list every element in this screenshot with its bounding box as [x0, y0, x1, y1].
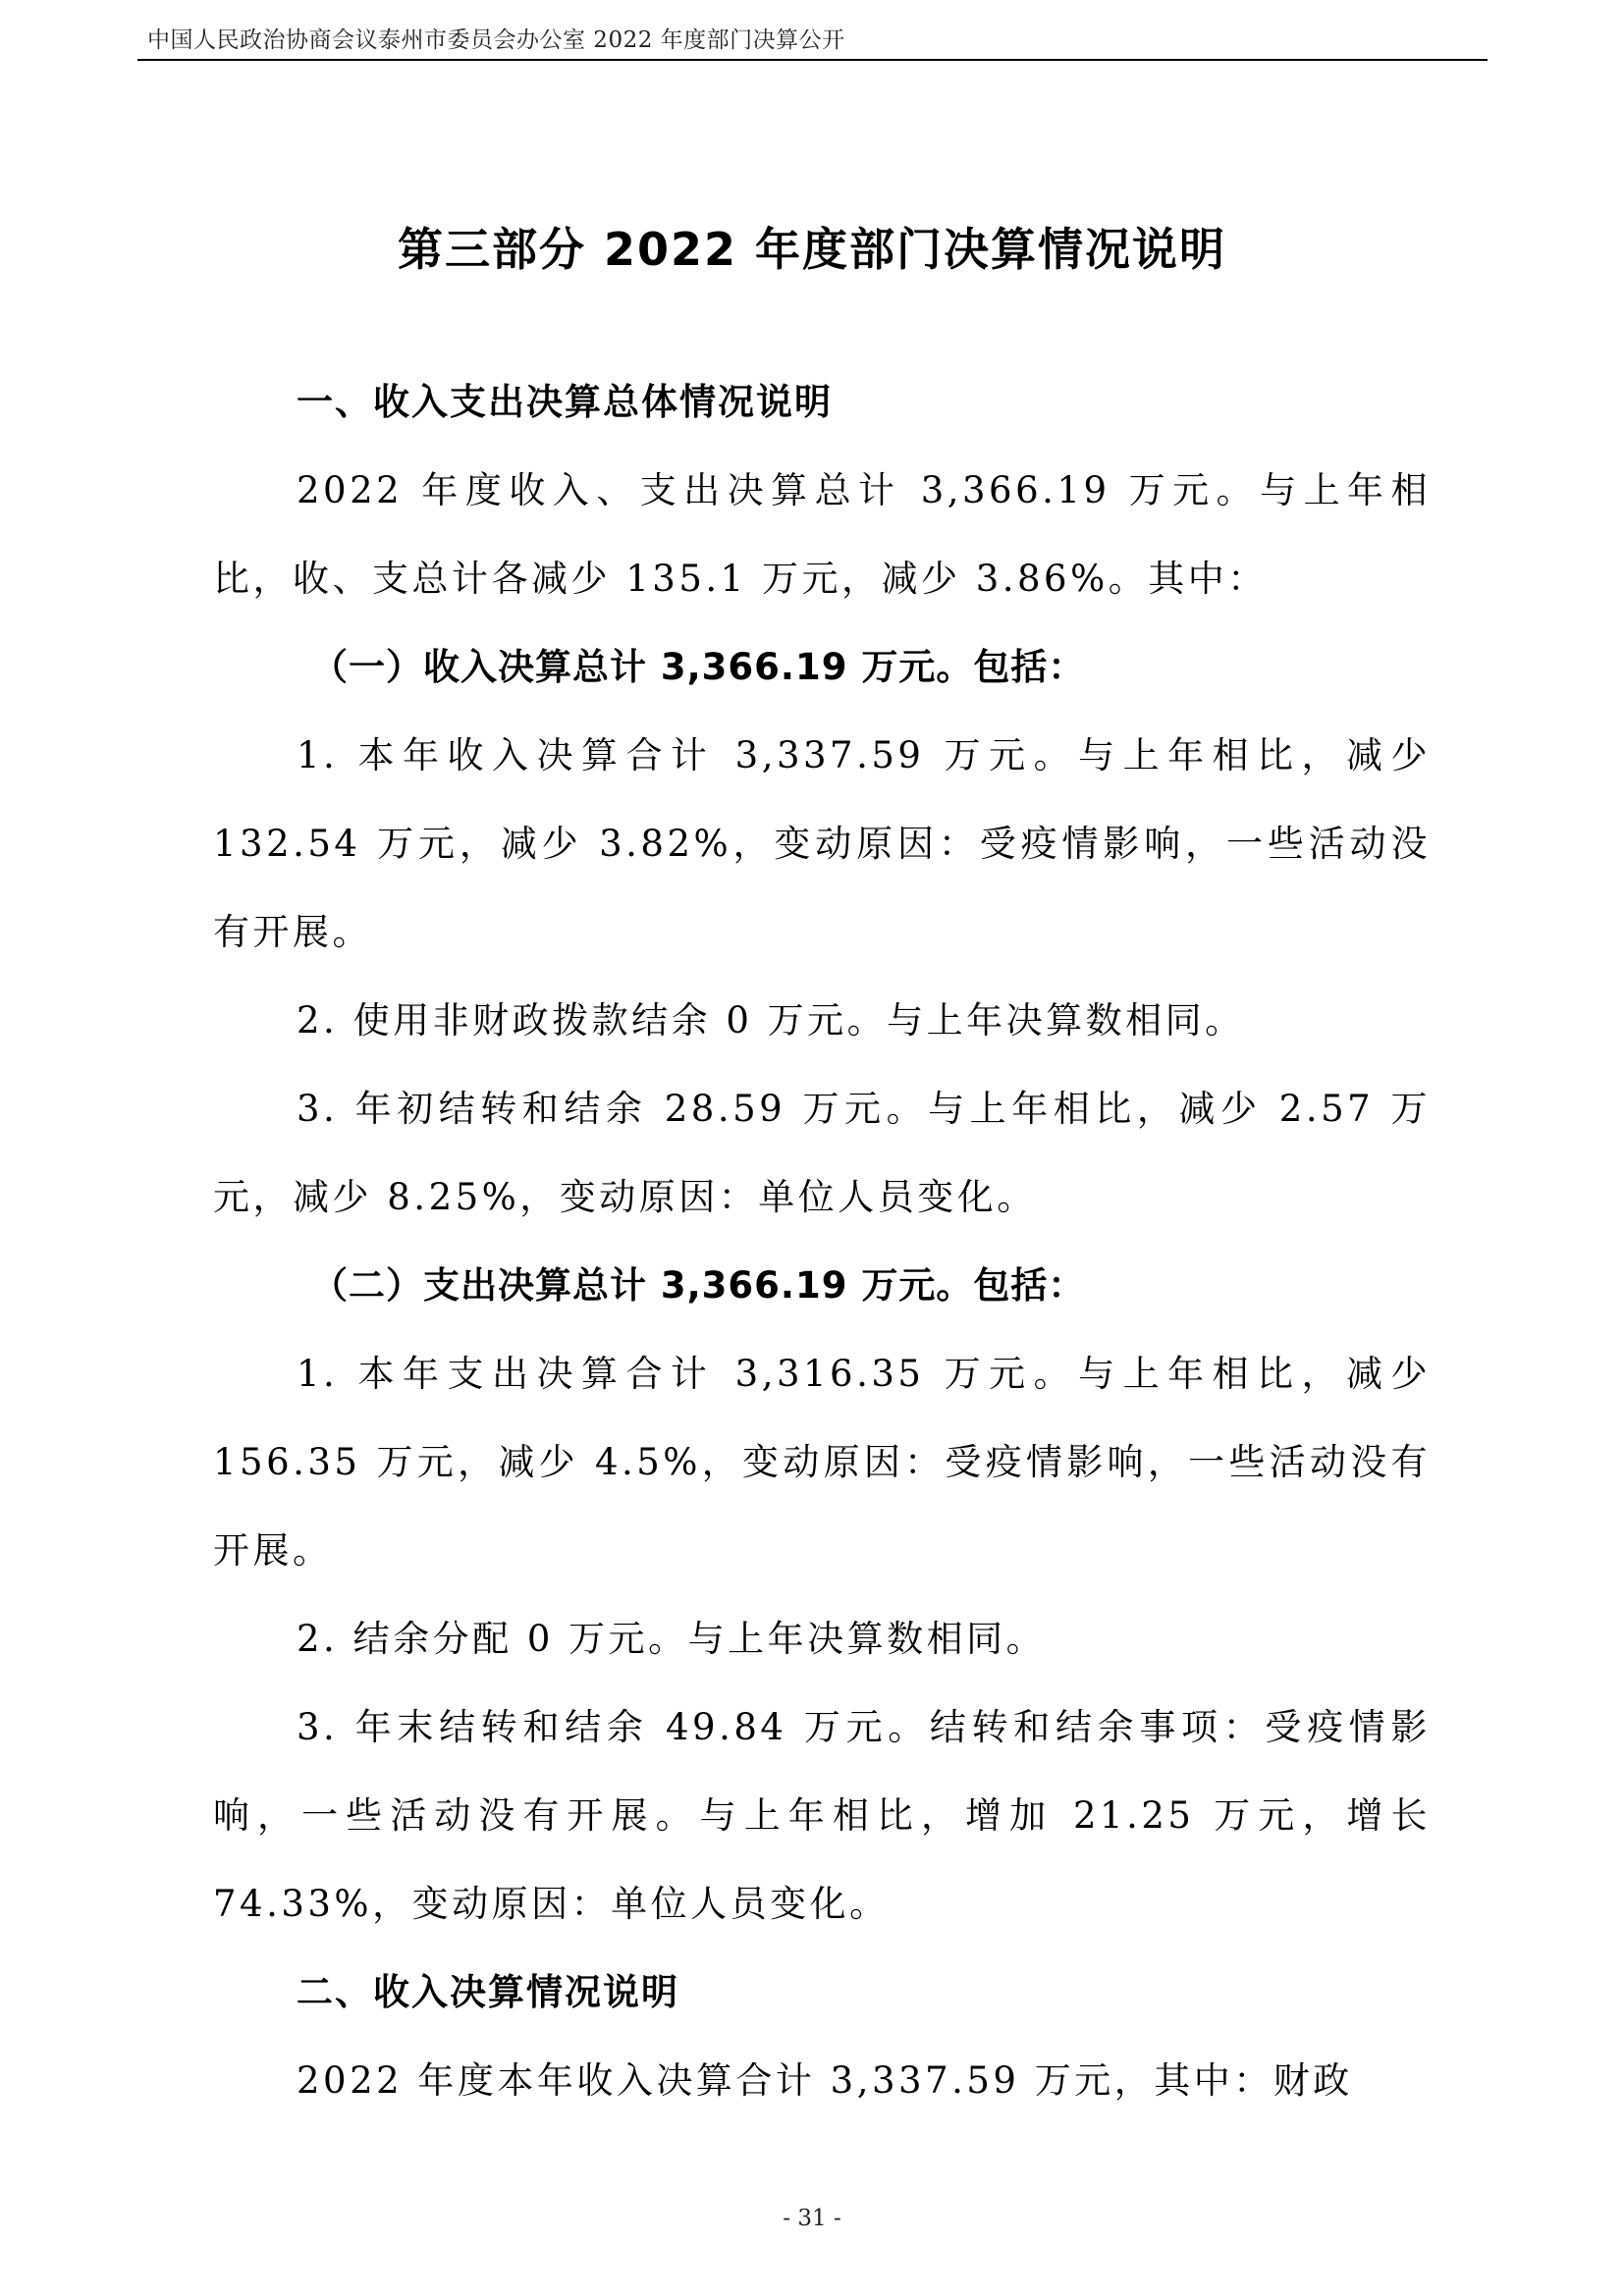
subheading-income-total: （一）收入决算总计 3,366.19 万元。包括：: [311, 646, 1086, 688]
paragraph-income-item-2: 2. 使用非财政拨款结余 0 万元。与上年决算数相同。: [297, 999, 1245, 1041]
paragraph-expense-item-2: 2. 结余分配 0 万元。与上年决算数相同。: [297, 1618, 1047, 1660]
paragraph-expense-item-1: 1. 本年支出决算合计 3,316.35 万元。与上年相比，减少 156.35 万元，减少 4.5%，变动原因：受疫情影响，一些活动没有开展。: [213, 1353, 1431, 1572]
paragraph-income-item-1: 1. 本年收入决算合计 3,337.59 万元。与上年相比，减少 132.54 万元，减少 3.82%，变动原因：受疫情影响，一些活动没有开展。: [213, 734, 1431, 953]
page-number: - 31 -: [783, 2206, 841, 2231]
running-header: 中国人民政治协商会议泰州市委员会办公室 2022 年度部门决算公开: [147, 27, 845, 53]
paragraph-overall-summary: 2022 年度收入、支出决算总计 3,366.19 万元。与上年相比，收、支总计各减少 135.1 万元，减少 3.86%。其中：: [213, 469, 1431, 600]
section-heading-income: 二、收入决算情况说明: [297, 1971, 679, 2013]
paragraph-expense-item-3: 3. 年末结转和结余 49.84 万元。结转和结余事项：受疫情影响，一些活动没有开展。与上年相比，增加 21.25 万元，增长 74.33%，变动原因：单位人员变化。: [213, 1706, 1431, 1925]
header-divider: [137, 59, 1488, 61]
page-title: 第三部分 2022 年度部门决算情况说明: [397, 223, 1227, 276]
paragraph-income-detail: 2022 年度本年收入决算合计 3,337.59 万元，其中：财政: [297, 2059, 1353, 2102]
section-heading-overall: 一、收入支出决算总体情况说明: [297, 381, 833, 423]
document-body: [213, 358, 1431, 2125]
subheading-expense-total: （二）支出决算总计 3,366.19 万元。包括：: [311, 1264, 1086, 1307]
paragraph-income-item-3: 3. 年初结转和结余 28.59 万元。与上年相比，减少 2.57 万元，减少 8.25%，变动原因：单位人员变化。: [213, 1088, 1431, 1218]
